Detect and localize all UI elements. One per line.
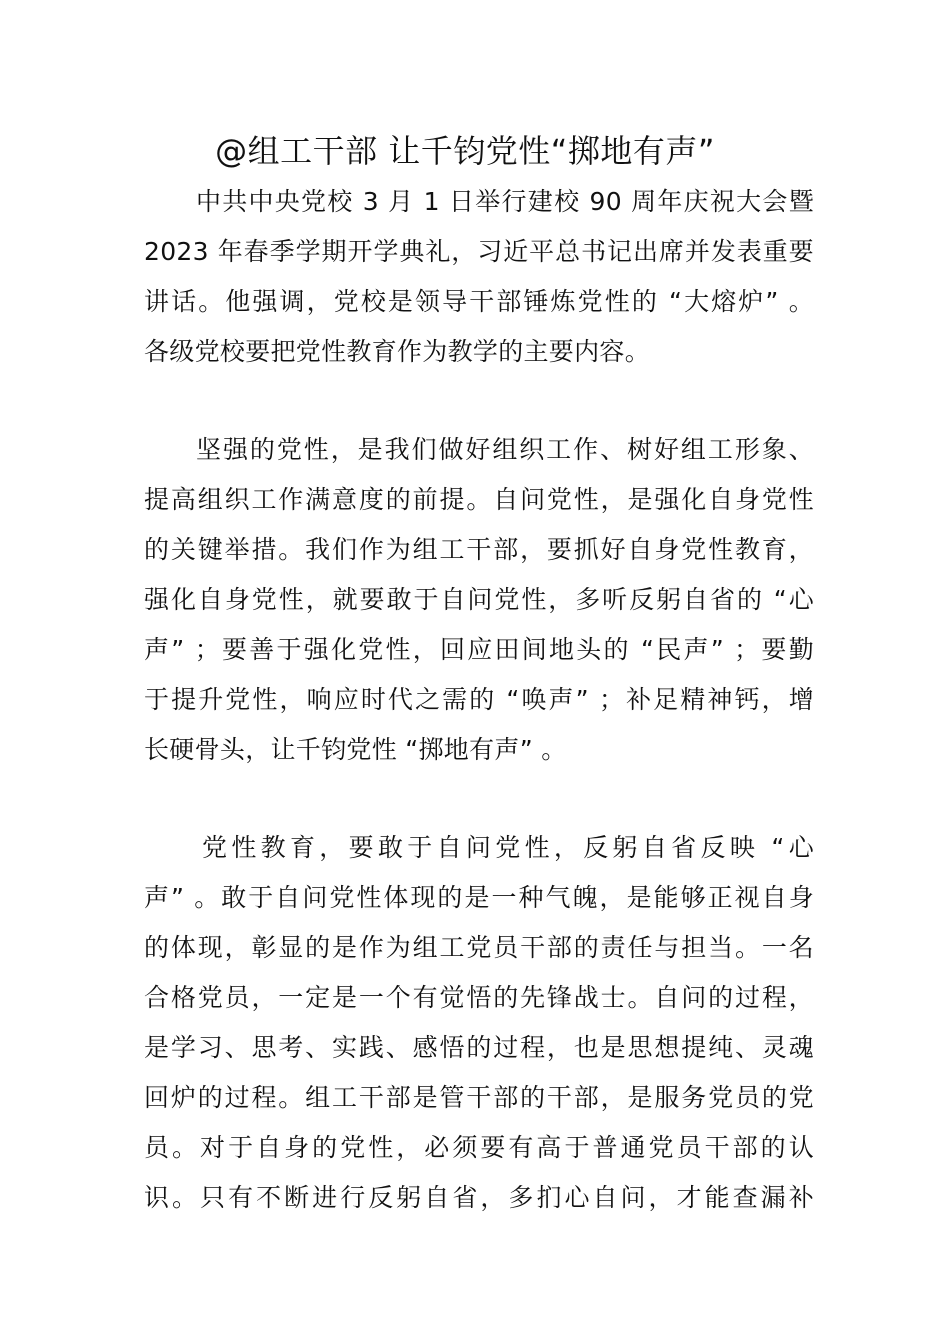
paragraph-line: 党性教育，要敢于自问党性，反躬自省反映 “心 xyxy=(202,833,814,862)
paragraph-line: 的关键举措。我们作为组工干部，要抓好自身党性教育， xyxy=(144,535,814,564)
paragraph-line: 坚强的党性，是我们做好组织工作、树好组工形象、 xyxy=(196,435,814,464)
paragraph-line: 员。对于自身的党性，必须要有高于普通党员干部的认 xyxy=(144,1133,814,1162)
paragraph-line: 识。只有不断进行反躬自省，多扪心自问，才能查漏补 xyxy=(144,1183,814,1212)
paragraph-line: 提高组织工作满意度的前提。自问党性，是强化自身党性 xyxy=(144,485,814,514)
paragraph-line: 强化自身党性，就要敢于自问党性，多听反躬自省的 “心 xyxy=(144,585,814,614)
paragraph-3 xyxy=(144,823,814,1223)
paragraph-line: 于提升党性，响应时代之需的 “唤声” ；补足精神钙，增 xyxy=(144,685,814,714)
paragraph-line: 声” 。敢于自问党性体现的是一种气魄，是能够正视自身 xyxy=(144,883,814,912)
article-title: @组工干部 让千钧党性“掷地有声” xyxy=(215,132,715,170)
paragraph-line: 是学习、思考、实践、感悟的过程，也是思想提纯、灵魂 xyxy=(144,1033,814,1062)
paragraph-line: 合格党员，一定是一个有觉悟的先锋战士。自问的过程， xyxy=(144,983,814,1012)
paragraph-1 xyxy=(144,177,814,377)
paragraph-line: 各级党校要把党性教育作为教学的主要内容。 xyxy=(144,337,651,366)
paragraph-line: 2023 年春季学期开学典礼，习近平总书记出席并发表重要 xyxy=(144,237,814,266)
paragraph-2 xyxy=(144,425,814,775)
paragraph-line: 中共中央党校 3 月 1 日举行建校 90 周年庆祝大会暨 xyxy=(196,187,814,216)
paragraph-line: 长硬骨头，让千钧党性 “掷地有声” 。 xyxy=(144,735,567,764)
paragraph-line: 讲话。他强调，党校是领导干部锤炼党性的 “大熔炉” 。 xyxy=(144,287,814,316)
paragraph-line: 的体现，彰显的是作为组工党员干部的责任与担当。一名 xyxy=(144,933,814,962)
paragraph-line: 声” ；要善于强化党性，回应田间地头的 “民声” ；要勤 xyxy=(144,635,814,664)
paragraph-line: 回炉的过程。组工干部是管干部的干部，是服务党员的党 xyxy=(144,1083,814,1112)
